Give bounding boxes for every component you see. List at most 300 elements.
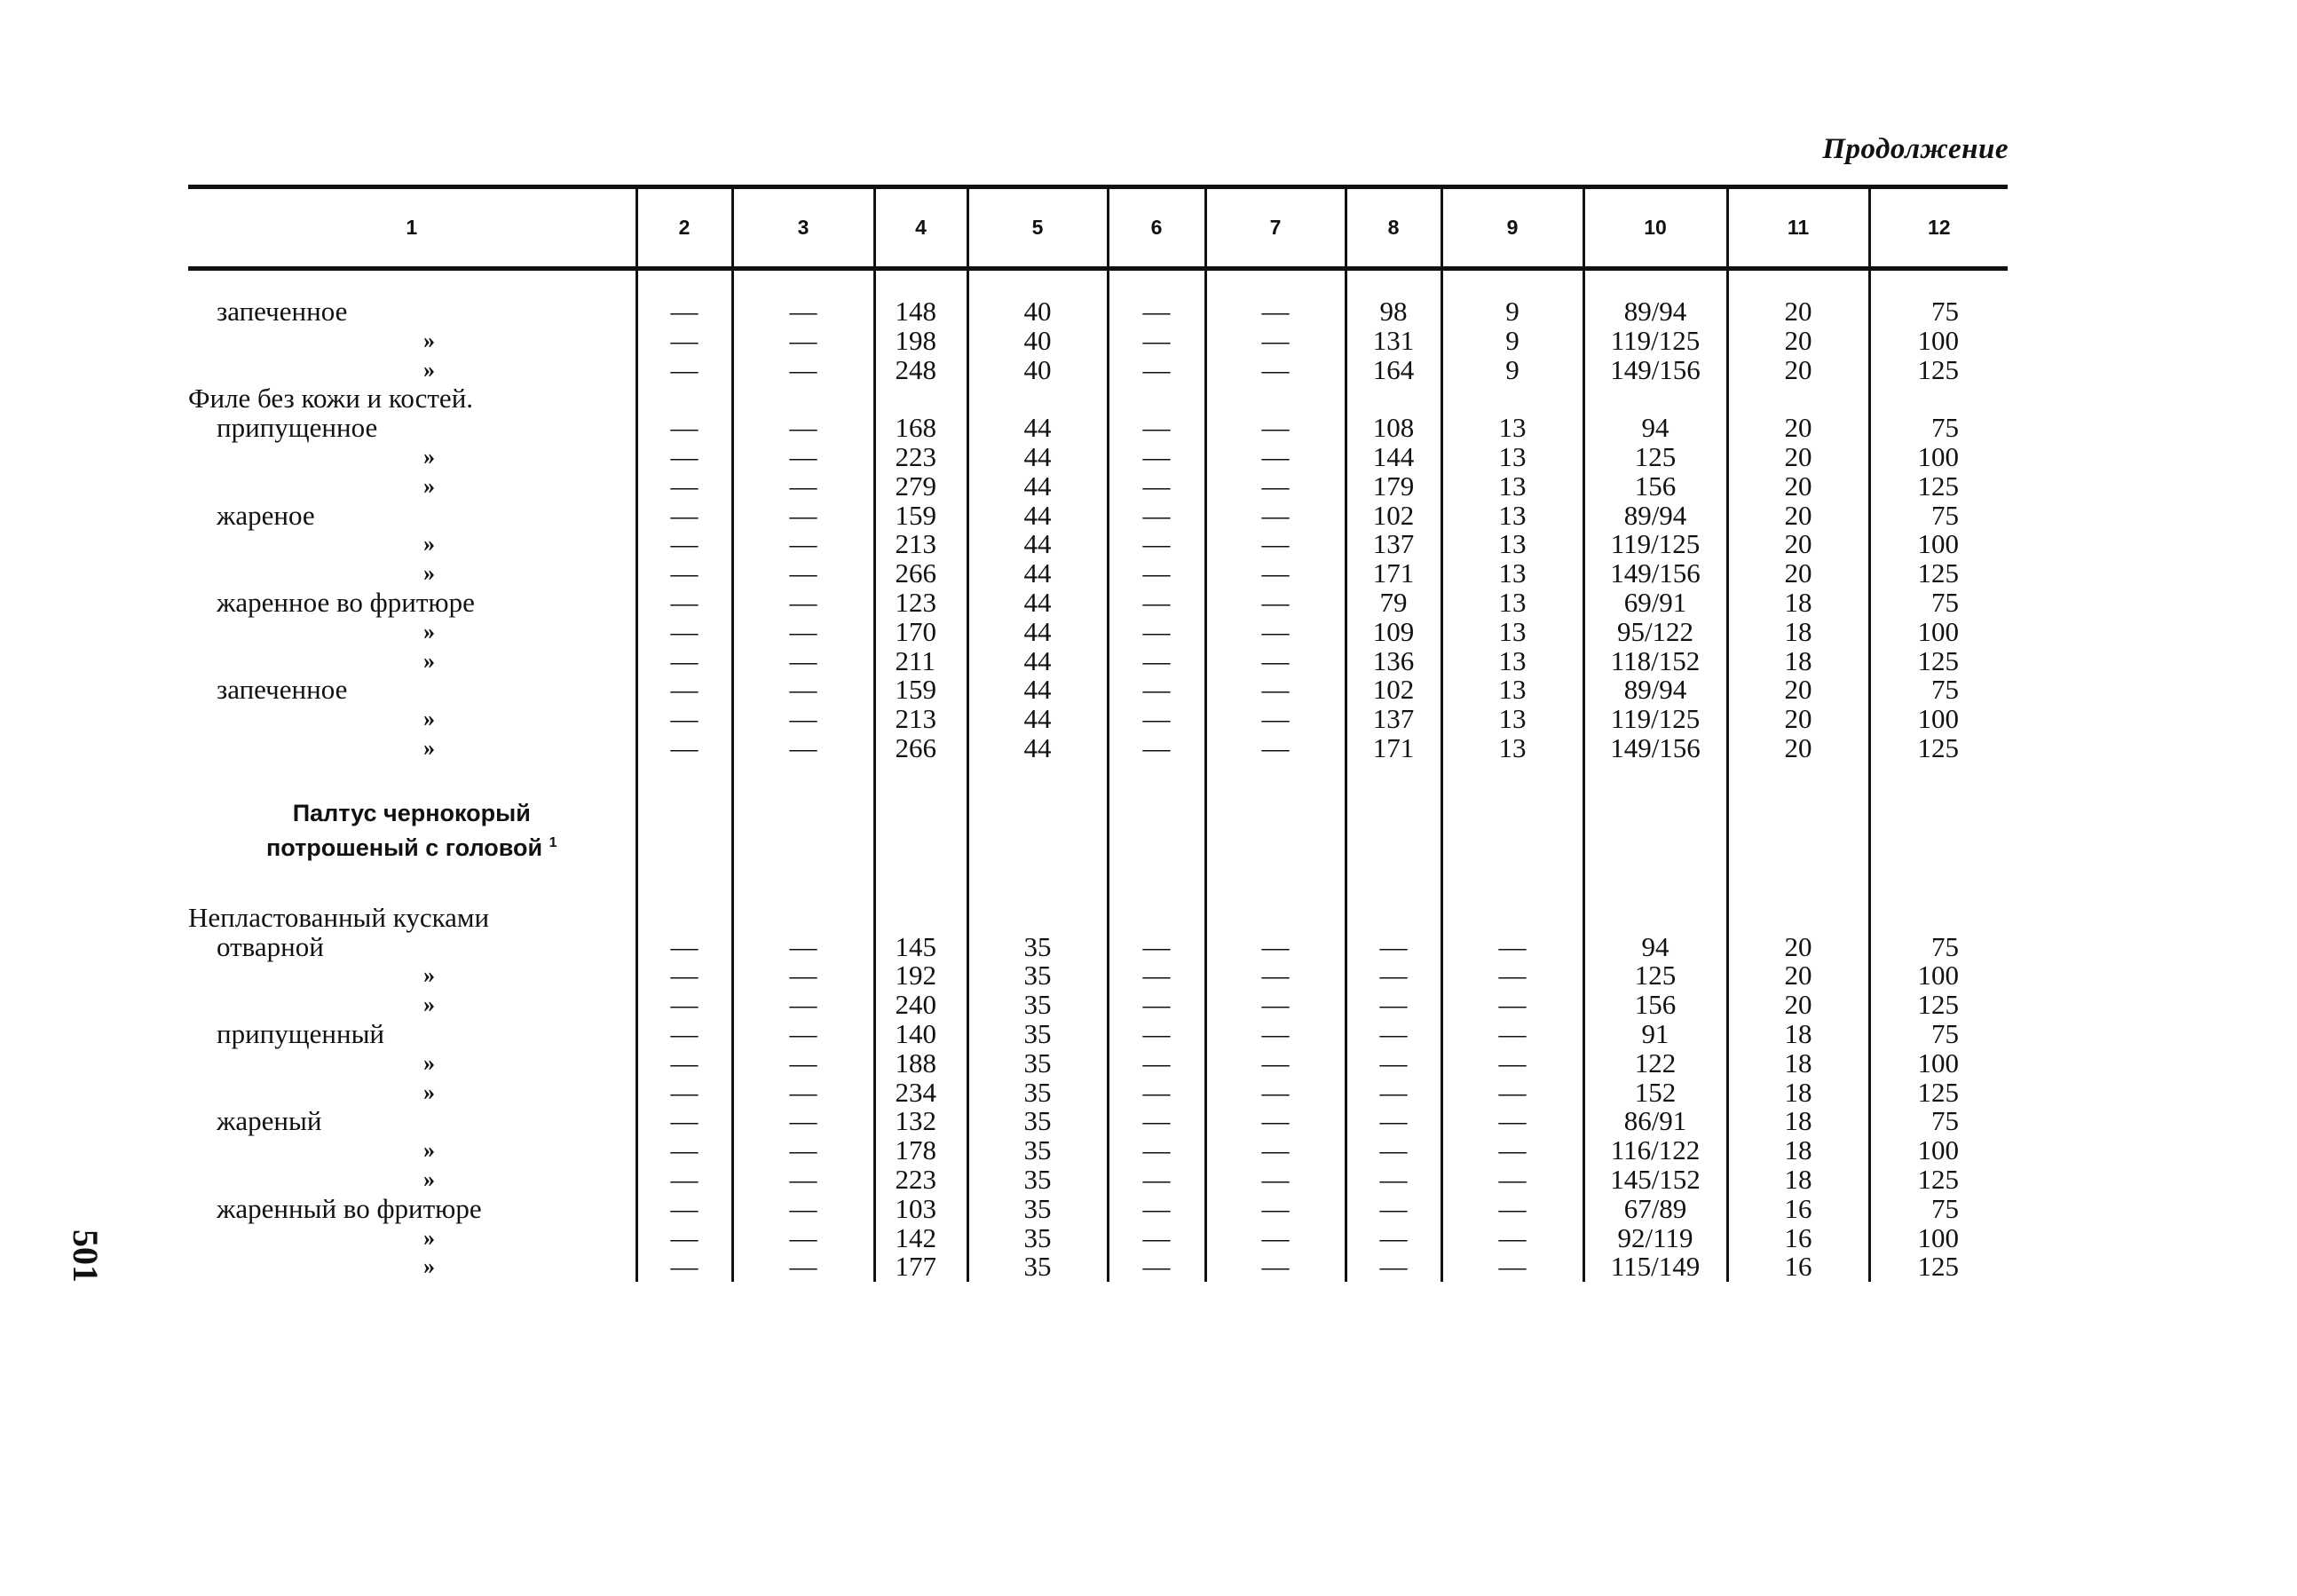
cell-col-2: — [636,443,732,472]
cell-col-11: 20 [1727,472,1869,502]
cell-col-3: — [732,327,874,356]
spacer-cell [1205,269,1346,298]
cell-col-2: — [636,530,732,559]
column-header-3: 3 [732,187,874,269]
section-row [188,763,2008,879]
table-row [188,618,2008,647]
cell-col-7: — [1205,414,1346,443]
cell-col-7: — [1205,502,1346,531]
cell-col-10: 149/156 [1583,734,1727,763]
cell-col-8: — [1346,1020,1441,1049]
cell-col-11: 20 [1727,530,1869,559]
cell-col-10: 89/94 [1583,297,1727,327]
cell-col-10: 122 [1583,1049,1727,1078]
row-label: » [423,1224,435,1251]
row-label: » [423,327,435,353]
cell-col-12: 75 [1869,414,2008,443]
cell-col-4: 266 [874,559,967,589]
row-label: » [423,962,435,989]
spacer-cell [1441,763,1583,879]
cell-col-3: — [732,676,874,705]
cell-col-12: 75 [1869,502,2008,531]
cell-col-10: 119/125 [1583,530,1727,559]
row-label: жареный [217,1105,322,1137]
cell-col-8: 144 [1346,443,1441,472]
cell-col-11: 18 [1727,1136,1869,1165]
cell-col-9: 13 [1441,705,1583,734]
cell-col-8: 102 [1346,502,1441,531]
table-row [188,1165,2008,1195]
spacer-cell [1346,269,1441,298]
cell-col-10: 116/122 [1583,1136,1727,1165]
cell-col-7: — [1205,1165,1346,1195]
row-label: » [423,734,435,761]
cell-col-11: 18 [1727,1165,1869,1195]
cell-col-6: — [1108,530,1205,559]
cell-col-7: — [1205,961,1346,991]
cell-col-10: 118/152 [1583,647,1727,676]
cell-col-12: 75 [1869,1107,2008,1136]
cell-col-8: 98 [1346,297,1441,327]
cell-col-5: 35 [967,1165,1108,1195]
spacer-cell [1441,879,1583,904]
cell-col-7: — [1205,933,1346,962]
cell-col-11: 20 [1727,327,1869,356]
cell-col-9: 13 [1441,530,1583,559]
cell-col-10: 145/152 [1583,1165,1727,1195]
cell-col-5: 35 [967,1020,1108,1049]
cell-col-4: 188 [874,1049,967,1078]
cell-col-4: 234 [874,1078,967,1108]
cell-col-6: — [1108,1107,1205,1136]
cell-col-7: — [1205,676,1346,705]
row-label: » [423,618,435,644]
cell-col-6: — [1108,1195,1205,1224]
cell-col-4: 279 [874,472,967,502]
cell-col-6: — [1108,933,1205,962]
spacer-cell [874,879,967,904]
cell-col-5: 44 [967,734,1108,763]
cell-col-11: 18 [1727,1020,1869,1049]
spacer-cell [1869,269,2008,298]
row-label: припущенный [217,1017,384,1049]
cell-col-8: — [1346,933,1441,962]
cell-col-11: 20 [1727,414,1869,443]
cell-col-10: 125 [1583,961,1727,991]
cell-col-10: 115/149 [1583,1252,1727,1282]
cell-col-6: — [1108,991,1205,1020]
cell-col-5: 44 [967,647,1108,676]
spacer-cell [636,763,732,879]
cell-col-12: 100 [1869,1136,2008,1165]
table-row [188,472,2008,502]
spacer-cell [874,269,967,298]
cell-col-3: — [732,618,874,647]
row-label: » [423,992,435,1018]
cell-col-9: — [1441,1078,1583,1108]
row-label: » [423,1253,435,1280]
cell-col-3: — [732,1195,874,1224]
spacer-cell [636,269,732,298]
cell-col-4 [874,904,967,933]
cell-col-4: 266 [874,734,967,763]
table-row [188,559,2008,589]
table-row [188,647,2008,676]
cell-col-11: 20 [1727,933,1869,962]
cell-col-9 [1441,384,1583,414]
cell-col-2: — [636,1195,732,1224]
section-heading [188,763,636,879]
table-row [188,676,2008,705]
cell-col-7: — [1205,559,1346,589]
cell-col-3: — [732,530,874,559]
cell-col-12: 100 [1869,618,2008,647]
table-header [188,187,2008,269]
row-label: » [423,443,435,470]
cell-col-8: 131 [1346,327,1441,356]
cell-col-7: — [1205,1195,1346,1224]
cell-col-9: — [1441,1107,1583,1136]
row-label: » [423,560,435,587]
cell-col-5: 35 [967,991,1108,1020]
cell-col-3: — [732,356,874,385]
cell-col-4: 148 [874,297,967,327]
cell-col-3 [732,904,874,933]
page-number: 501 [66,1229,106,1283]
cell-col-7: — [1205,1107,1346,1136]
continuation-label: Продолжение [1822,133,2009,165]
table-row [188,1195,2008,1224]
spacer-row [188,879,2008,904]
table-row [188,502,2008,531]
row-label: » [423,1049,435,1076]
cell-col-12 [1869,904,2008,933]
cell-col-9: 13 [1441,618,1583,647]
spacer-cell [874,763,967,879]
cell-col-5: 35 [967,1195,1108,1224]
cell-col-4: 248 [874,356,967,385]
spacer-cell [1346,763,1441,879]
row-label: жаренный во фритюре [217,1192,482,1224]
cell-col-2: — [636,961,732,991]
column-header-2: 2 [636,187,732,269]
table-row [188,1252,2008,1282]
cell-col-6: — [1108,1049,1205,1078]
cell-col-8: 137 [1346,530,1441,559]
cell-col-5: 44 [967,705,1108,734]
cell-col-12: 100 [1869,327,2008,356]
cell-col-12: 75 [1869,1020,2008,1049]
row-label: » [423,531,435,557]
cell-col-6: — [1108,297,1205,327]
cell-col-4 [874,384,967,414]
cell-col-2: — [636,1252,732,1282]
cell-col-12: 100 [1869,1049,2008,1078]
cell-col-10: 95/122 [1583,618,1727,647]
cell-col-8: 102 [1346,676,1441,705]
spacer-cell [1869,879,2008,904]
table-row [188,589,2008,618]
cell-col-6: — [1108,1136,1205,1165]
cell-col-12: 125 [1869,991,2008,1020]
cell-col-3: — [732,1078,874,1108]
spacer-cell [1108,763,1205,879]
cell-col-8: 179 [1346,472,1441,502]
cell-col-7: — [1205,472,1346,502]
cell-col-12: 100 [1869,705,2008,734]
cell-col-4: 177 [874,1252,967,1282]
cell-col-4: 213 [874,530,967,559]
cell-col-3: — [732,443,874,472]
cell-col-7: — [1205,443,1346,472]
cell-col-11: 16 [1727,1252,1869,1282]
cell-col-11: 20 [1727,991,1869,1020]
cell-col-8: — [1346,1165,1441,1195]
table-row [188,1049,2008,1078]
cell-col-5: 40 [967,356,1108,385]
cell-col-11: 20 [1727,502,1869,531]
cell-col-11: 16 [1727,1195,1869,1224]
cell-col-12: 100 [1869,961,2008,991]
cell-col-2: — [636,1078,732,1108]
cell-col-9: — [1441,991,1583,1020]
cell-col-7: — [1205,1078,1346,1108]
cell-col-11: 18 [1727,647,1869,676]
cell-col-12: 125 [1869,734,2008,763]
cell-col-2: — [636,676,732,705]
cell-col-6: — [1108,1020,1205,1049]
cell-col-8 [1346,904,1441,933]
cell-col-3: — [732,559,874,589]
cell-col-7: — [1205,589,1346,618]
cell-col-11: 18 [1727,618,1869,647]
cell-col-8: 136 [1346,647,1441,676]
spacer-cell [732,763,874,879]
cell-col-11: 20 [1727,443,1869,472]
cell-col-12: 125 [1869,647,2008,676]
cell-col-6: — [1108,327,1205,356]
cell-col-11: 20 [1727,356,1869,385]
spacer-cell [1441,269,1583,298]
cell-col-3: — [732,502,874,531]
cell-col-9: — [1441,1165,1583,1195]
cell-col-2: — [636,297,732,327]
table-row [188,1107,2008,1136]
table-row [188,1136,2008,1165]
cell-col-4: 178 [874,1136,967,1165]
cell-col-4: 211 [874,647,967,676]
cell-col-12: 125 [1869,472,2008,502]
cell-col-7 [1205,384,1346,414]
cell-col-2: — [636,933,732,962]
cell-col-4: 168 [874,414,967,443]
cell-col-9: 13 [1441,589,1583,618]
table-body [188,269,2008,1283]
cell-col-12: 125 [1869,1252,2008,1282]
cell-col-7: — [1205,530,1346,559]
cell-col-9: 9 [1441,327,1583,356]
cell-col-3: — [732,1136,874,1165]
cell-col-6: — [1108,734,1205,763]
cell-col-10: 91 [1583,1020,1727,1049]
cell-col-10: 86/91 [1583,1107,1727,1136]
cell-col-7: — [1205,705,1346,734]
row-label: » [423,1165,435,1192]
cell-col-7: — [1205,1020,1346,1049]
cell-col-12 [1869,384,2008,414]
spacer-cell [1205,763,1346,879]
cell-col-2: — [636,1165,732,1195]
row-label: » [423,706,435,732]
cell-col-11 [1727,904,1869,933]
cell-col-7: — [1205,991,1346,1020]
spacer-cell [1205,879,1346,904]
cell-col-4: 140 [874,1020,967,1049]
cell-col-11 [1727,384,1869,414]
cell-col-11: 18 [1727,1049,1869,1078]
cell-col-6: — [1108,356,1205,385]
cell-col-3: — [732,705,874,734]
cell-col-3: — [732,1165,874,1195]
cell-col-4: 223 [874,443,967,472]
table-row [188,734,2008,763]
cell-col-2 [636,384,732,414]
cell-col-12: 125 [1869,1165,2008,1195]
cell-col-4: 103 [874,1195,967,1224]
cell-col-8: — [1346,991,1441,1020]
cell-col-5: 44 [967,530,1108,559]
cell-col-2: — [636,559,732,589]
cell-col-7: — [1205,327,1346,356]
cell-col-4: 223 [874,1165,967,1195]
cell-col-2: — [636,356,732,385]
row-label: » [423,1078,435,1105]
cell-col-8: — [1346,1195,1441,1224]
cell-col-5: 35 [967,1107,1108,1136]
cell-col-9: 13 [1441,414,1583,443]
cell-col-7: — [1205,297,1346,327]
cell-col-7: — [1205,1224,1346,1253]
spacer-cell [967,763,1108,879]
cell-col-9: — [1441,1136,1583,1165]
cell-col-8: 171 [1346,734,1441,763]
cell-col-3: — [732,647,874,676]
cell-col-2: — [636,1136,732,1165]
cell-col-9: 13 [1441,559,1583,589]
cell-col-6: — [1108,1078,1205,1108]
row-label: запеченное [217,296,348,327]
spacer-cell [967,269,1108,298]
cell-col-8: 171 [1346,559,1441,589]
section-title-line2-text: потрошеный с головой [265,834,543,861]
cell-col-5: 44 [967,589,1108,618]
row-label: жареное [217,499,315,531]
cell-col-7: — [1205,1049,1346,1078]
footnote-marker: 1 [549,834,557,850]
cell-col-5: 44 [967,414,1108,443]
cell-col-2: — [636,705,732,734]
cell-col-3: — [732,414,874,443]
cell-col-6 [1108,384,1205,414]
column-header-5: 5 [967,187,1108,269]
cell-col-4: 132 [874,1107,967,1136]
cell-col-12: 75 [1869,589,2008,618]
cell-col-5: 40 [967,297,1108,327]
cell-col-12: 75 [1869,933,2008,962]
cell-col-3: — [732,1107,874,1136]
section-title-line1: Палтус чернокорый [292,799,531,826]
cell-col-7 [1205,904,1346,933]
row-label: Непластованный кусками [188,901,490,933]
row-label: » [423,647,435,674]
cell-col-6: — [1108,1252,1205,1282]
cell-col-2: — [636,991,732,1020]
spacer-cell [1869,763,2008,879]
cell-col-11: 18 [1727,1107,1869,1136]
spacer-cell [732,879,874,904]
cell-col-3: — [732,933,874,962]
table-row [188,991,2008,1020]
cell-col-4: 192 [874,961,967,991]
cell-col-9: — [1441,1195,1583,1224]
spacer-row [188,269,2008,298]
cell-col-9: — [1441,933,1583,962]
cell-col-2: — [636,502,732,531]
cell-col-6: — [1108,559,1205,589]
cell-col-6: — [1108,676,1205,705]
cell-col-5: 35 [967,1224,1108,1253]
row-label: » [423,356,435,383]
cell-col-10: 89/94 [1583,676,1727,705]
cell-col-4: 145 [874,933,967,962]
nutrition-table-container [188,185,2008,1282]
cell-col-4: 240 [874,991,967,1020]
cell-col-7: — [1205,734,1346,763]
nutrition-table [188,185,2008,1282]
spacer-cell [1727,763,1869,879]
cell-col-11: 18 [1727,1078,1869,1108]
section-title-line2 [188,828,635,863]
table-row [188,1020,2008,1049]
table-row [188,1224,2008,1253]
cell-col-5: 44 [967,502,1108,531]
cell-col-2: — [636,327,732,356]
cell-col-11: 20 [1727,559,1869,589]
cell-col-10: 94 [1583,414,1727,443]
cell-col-5: 35 [967,1049,1108,1078]
cell-col-5: 40 [967,327,1108,356]
spacer-cell [1583,763,1727,879]
cell-col-12: 100 [1869,530,2008,559]
cell-col-5 [967,384,1108,414]
cell-col-9: 13 [1441,443,1583,472]
table-row [188,356,2008,385]
cell-col-7: — [1205,1136,1346,1165]
cell-col-2: — [636,589,732,618]
cell-col-11: 20 [1727,734,1869,763]
cell-col-11: 18 [1727,589,1869,618]
cell-col-3: — [732,1049,874,1078]
cell-col-6: — [1108,443,1205,472]
cell-col-7: — [1205,618,1346,647]
cell-col-2: — [636,1020,732,1049]
cell-col-2: — [636,414,732,443]
cell-col-5: 35 [967,961,1108,991]
cell-col-3: — [732,991,874,1020]
row-label: запеченное [217,674,348,706]
cell-col-9: 13 [1441,734,1583,763]
spacer-cell [1108,879,1205,904]
